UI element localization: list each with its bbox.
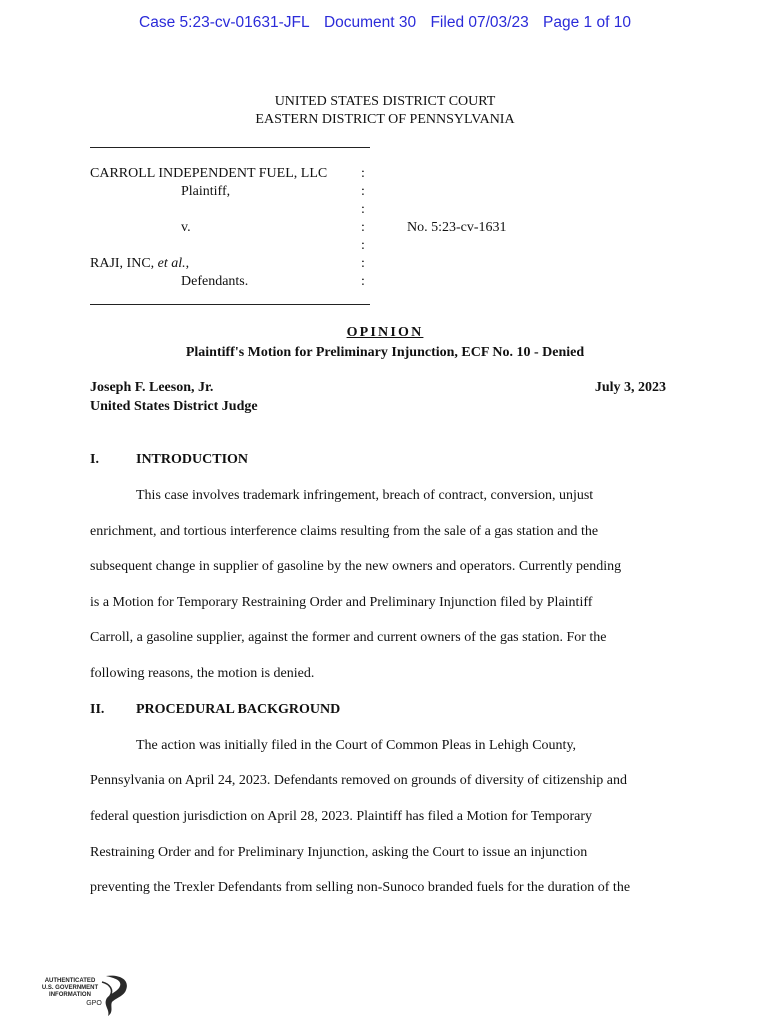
paragraph-line: subsequent change in supplier of gasoline by the new owners and operators. Currently pending: [90, 559, 622, 574]
paragraph-line: preventing the Trexler Defendants from selling non-Sunoco branded fuels for the duration of the: [90, 880, 631, 895]
filed-date: Filed 07/03/23: [430, 14, 529, 31]
page-indicator: Page 1 of 10: [543, 14, 631, 31]
paragraph-line: Restraining Order and for Preliminary Injunction, asking the Court to issue an injunction: [90, 845, 588, 860]
paragraph-line: is a Motion for Temporary Restraining Order and Preliminary Injunction filed by Plaintiff: [90, 595, 593, 610]
paragraph-line: Carroll, a gasoline supplier, against the former and current owners of the gas station. For the: [90, 630, 607, 645]
paragraph-line: following reasons, the motion is denied.: [90, 666, 315, 681]
plaintiff-name: CARROLL INDEPENDENT FUEL, LLC: [90, 166, 328, 181]
paragraph-line: Pennsylvania on April 24, 2023. Defendants removed on grounds of diversity of citizenship and: [90, 773, 627, 788]
caption-bottom-rule: [90, 304, 370, 305]
gpo-text-line2: U.S. GOVERNMENT: [41, 985, 99, 991]
court-name: UNITED STATES DISTRICT COURT: [274, 94, 496, 109]
gpo-mark: GPO: [86, 1000, 102, 1007]
caption-colon: :: [361, 202, 365, 217]
paragraph-line: The action was initially filed in the Court of Common Pleas in Lehigh County,: [136, 738, 577, 753]
paragraph-line: This case involves trademark infringement, breach of contract, conversion, unjust: [136, 488, 594, 503]
section-heading: PROCEDURAL BACKGROUND: [136, 702, 341, 717]
versus: v.: [181, 220, 191, 235]
defendant-name: RAJI, INC, et al.,: [90, 256, 190, 271]
judge-title: United States District Judge: [90, 399, 258, 414]
caption-colon: :: [361, 256, 365, 271]
caption-colon: :: [361, 184, 365, 199]
gpo-text-line1: AUTHENTICATED: [44, 978, 96, 984]
paragraph-line: federal question jurisdiction on April 28, 2023. Plaintiff has filed a Motion for Temporary: [90, 809, 593, 824]
defendant-role: Defendants.: [181, 274, 249, 289]
opinion-title: OPINION: [346, 325, 424, 340]
caption-colon: :: [361, 220, 365, 235]
case-docket-number: No. 5:23-cv-1631: [407, 220, 507, 235]
plaintiff-role: Plaintiff,: [181, 184, 231, 199]
caption-colon: :: [361, 238, 365, 253]
gpo-text-line3: INFORMATION: [49, 992, 91, 998]
section-heading: INTRODUCTION: [136, 452, 249, 467]
section-number: II.: [90, 702, 105, 717]
caption-top-rule: [90, 147, 370, 148]
paragraph-line: enrichment, and tortious interference claims resulting from the sale of a gas station and the: [90, 524, 599, 539]
case-header-stamp: [0, 14, 770, 32]
caption-colon: :: [361, 166, 365, 181]
section-number: I.: [90, 452, 99, 467]
gpo-authenticated-logo: [40, 972, 132, 1018]
court-district: EASTERN DISTRICT OF PENNSYLVANIA: [255, 112, 515, 127]
opinion-date: July 3, 2023: [594, 380, 666, 395]
opinion-subtitle: Plaintiff's Motion for Preliminary Injunction, ECF No. 10 - Denied: [185, 345, 585, 360]
caption-colon: :: [361, 274, 365, 289]
gpo-eagle-icon: [102, 976, 127, 1016]
judge-name: Joseph F. Leeson, Jr.: [90, 380, 214, 395]
document-number: Document 30: [323, 14, 417, 31]
case-number: Case 5:23-cv-01631-JFL: [139, 14, 310, 31]
